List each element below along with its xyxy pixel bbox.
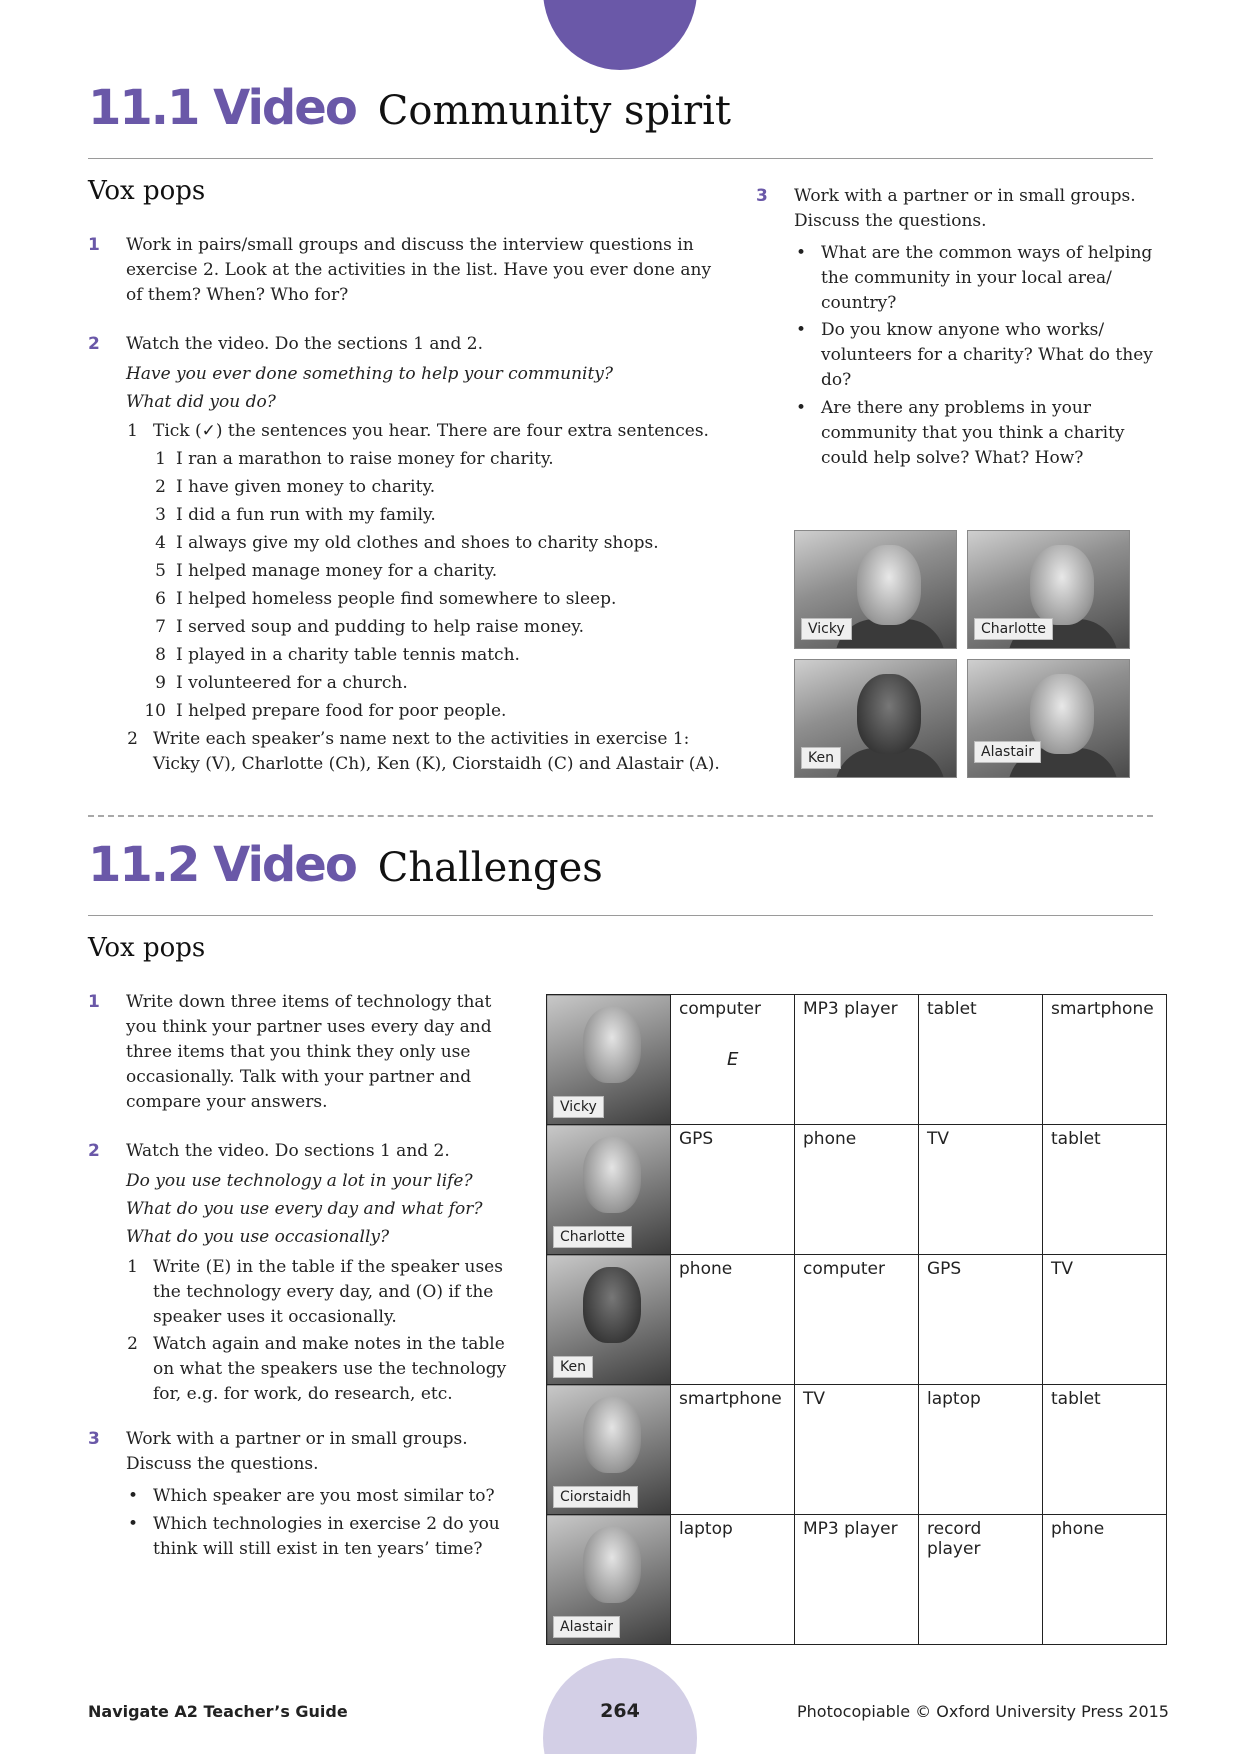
table-row xyxy=(547,995,1167,1125)
table-cell xyxy=(1043,1255,1167,1385)
speaker-photo xyxy=(547,995,671,1125)
cell-text: phone xyxy=(1051,1519,1105,1539)
speaker-label: Alastair xyxy=(553,1616,620,1638)
cell-text: record player xyxy=(927,1519,982,1559)
s2-ex2-question-1: Do you use technology a lot in your life? xyxy=(126,1171,473,1191)
table-cell xyxy=(1043,995,1167,1125)
table-cell xyxy=(671,995,795,1125)
photo-alastair xyxy=(967,659,1130,778)
table-cell xyxy=(671,1385,795,1515)
s2-task1-text: Write (E) in the table if the speaker uses the technology every day, and (O) if the speaker uses it occasionally. xyxy=(153,1257,503,1327)
s2-task1-number: 1 xyxy=(127,1257,138,1277)
section-2-number: 11.2 Video xyxy=(88,837,356,893)
table-cell xyxy=(795,1125,919,1255)
table-cell xyxy=(795,1255,919,1385)
footer-title: Navigate A2 Teacher’s Guide xyxy=(88,1702,348,1721)
cell-text: computer xyxy=(679,999,761,1019)
table-cell xyxy=(1043,1515,1167,1645)
s2-task2-text: Watch again and make notes in the table on what the speakers use the technology for, e.g. for work, do research, etc. xyxy=(153,1334,507,1404)
photo-label: Charlotte xyxy=(974,618,1053,640)
s1-task2-number: 2 xyxy=(127,729,138,749)
sentence-number: 5 xyxy=(155,561,166,581)
cell-text: GPS xyxy=(927,1259,962,1279)
table-cell xyxy=(919,1515,1043,1645)
photo-vicky xyxy=(794,530,957,649)
cell-text: tablet xyxy=(927,999,977,1019)
section-2-heading xyxy=(88,837,603,893)
sentence-number: 7 xyxy=(155,617,166,637)
section-1-rule xyxy=(88,158,1153,159)
sentence-text: I served soup and pudding to help raise money. xyxy=(176,617,585,637)
sentence-number: 1 xyxy=(155,449,166,469)
bullet-icon: • xyxy=(796,398,807,418)
speaker-photo xyxy=(547,1515,671,1645)
s2-ex1-text: Write down three items of technology that you think your partner uses every day and three items that you think they only use occasionally. Talk with your partner and compare your answers. xyxy=(126,992,492,1112)
table-cell xyxy=(1043,1125,1167,1255)
cell-text: TV xyxy=(927,1129,950,1149)
top-decorative-circle xyxy=(543,0,697,70)
table-cell xyxy=(795,995,919,1125)
s1-ex1-number: 1 xyxy=(88,235,100,255)
table-cell xyxy=(795,1515,919,1645)
cell-text: TV xyxy=(803,1389,826,1409)
table-cell xyxy=(671,1515,795,1645)
s2-ex3-bullet-1: Which speaker are you most similar to? xyxy=(153,1486,495,1506)
sentence-number: 8 xyxy=(155,645,166,665)
s2-ex2-question-2: What do you use every day and what for? xyxy=(126,1199,483,1219)
speaker-photo xyxy=(547,1255,671,1385)
s2-task2-number: 2 xyxy=(127,1334,138,1354)
cell-text: smartphone xyxy=(1051,999,1154,1019)
table-cell xyxy=(919,1125,1043,1255)
footer-copyright: Photocopiable © Oxford University Press 2015 xyxy=(797,1702,1169,1721)
s1-ex3-bullet-1: What are the common ways of helping the community in your local area/ country? xyxy=(821,243,1153,313)
speaker-photo xyxy=(547,1385,671,1515)
sentence-text: I did a fun run with my family. xyxy=(176,505,436,525)
sentence-text: I helped prepare food for poor people. xyxy=(176,701,507,721)
speaker-photo xyxy=(547,1125,671,1255)
speaker-label: Ciorstaidh xyxy=(553,1486,638,1508)
technology-table xyxy=(546,994,1167,1645)
speaker-label: Vicky xyxy=(553,1096,604,1118)
photo-label: Vicky xyxy=(801,618,852,640)
photo-label: Ken xyxy=(801,747,841,769)
page-number: 264 xyxy=(600,1700,640,1722)
s2-ex2-number: 2 xyxy=(88,1141,100,1161)
cell-text: tablet xyxy=(1051,1389,1101,1409)
cell-text: tablet xyxy=(1051,1129,1101,1149)
section-1-number: 11.1 Video xyxy=(88,80,356,136)
table-cell xyxy=(919,1255,1043,1385)
s1-task2-line-1: Write each speaker’s name next to the activities in exercise 1: xyxy=(153,729,690,749)
sentence-text: I have given money to charity. xyxy=(176,477,436,497)
cell-text: smartphone xyxy=(679,1389,782,1409)
cell-text: laptop xyxy=(927,1389,981,1409)
s1-ex3-bullet-3: Are there any problems in your community that you think a charity could help solve? What? How? xyxy=(821,398,1125,468)
cell-text: computer xyxy=(803,1259,885,1279)
table-row xyxy=(547,1515,1167,1645)
section-divider xyxy=(88,815,1153,817)
speaker-label: Ken xyxy=(553,1356,593,1378)
sentence-text: I ran a marathon to raise money for charity. xyxy=(176,449,554,469)
table-cell xyxy=(1043,1385,1167,1515)
cell-text: laptop xyxy=(679,1519,733,1539)
sentence-number: 4 xyxy=(155,533,166,553)
cell-text: phone xyxy=(803,1129,857,1149)
s1-ex2-number: 2 xyxy=(88,334,100,354)
table-cell xyxy=(919,1385,1043,1515)
photo-ken xyxy=(794,659,957,778)
s1-ex2-question-1: Have you ever done something to help your community? xyxy=(126,364,613,384)
s2-ex1-number: 1 xyxy=(88,992,100,1012)
cell-text: TV xyxy=(1051,1259,1074,1279)
table-cell xyxy=(795,1385,919,1515)
s1-task1-number: 1 xyxy=(127,421,138,441)
sentence-number: 6 xyxy=(155,589,166,609)
s1-ex3-number: 3 xyxy=(756,186,768,206)
s1-ex2-question-2: What did you do? xyxy=(126,392,276,412)
section-2-rule xyxy=(88,915,1153,916)
handwritten-mark: E xyxy=(727,1049,739,1070)
s2-ex2-question-3: What do you use occasionally? xyxy=(126,1227,390,1247)
table-cell xyxy=(919,995,1043,1125)
sentence-number: 3 xyxy=(155,505,166,525)
sentence-text: I always give my old clothes and shoes to charity shops. xyxy=(176,533,659,553)
cell-text: GPS xyxy=(679,1129,714,1149)
bullet-icon: • xyxy=(796,320,807,340)
sentence-text: I helped manage money for a charity. xyxy=(176,561,498,581)
cell-text: MP3 player xyxy=(803,1519,898,1539)
sentence-number: 10 xyxy=(144,701,166,721)
sentence-text: I played in a charity table tennis match. xyxy=(176,645,520,665)
bullet-icon: • xyxy=(796,243,807,263)
table-cell xyxy=(671,1255,795,1385)
speaker-label: Charlotte xyxy=(553,1226,632,1248)
section-2-subtitle: Vox pops xyxy=(88,933,206,963)
s1-task2-line-2: Vicky (V), Charlotte (Ch), Ken (K), Ciorstaidh (C) and Alastair (A). xyxy=(153,754,720,774)
bullet-icon: • xyxy=(128,1514,139,1534)
table-row xyxy=(547,1125,1167,1255)
sentence-text: I helped homeless people find somewhere to sleep. xyxy=(176,589,617,609)
sentence-number: 2 xyxy=(155,477,166,497)
s2-ex3-text: Work with a partner or in small groups. Discuss the questions. xyxy=(126,1429,468,1474)
section-2-title: Challenges xyxy=(377,845,603,891)
s1-ex2-text: Watch the video. Do the sections 1 and 2. xyxy=(126,334,484,354)
cell-text: MP3 player xyxy=(803,999,898,1019)
photo-charlotte xyxy=(967,530,1130,649)
table-row xyxy=(547,1385,1167,1515)
bullet-icon: • xyxy=(128,1486,139,1506)
photo-label: Alastair xyxy=(974,741,1041,763)
s1-ex1-text: Work in pairs/small groups and discuss the interview questions in exercise 2. Look at the activities in the list. Have you ever done any of them? When? Who for? xyxy=(126,235,712,305)
s2-ex2-text: Watch the video. Do sections 1 and 2. xyxy=(126,1141,450,1161)
section-1-title: Community spirit xyxy=(377,88,731,134)
s1-task1-text: Tick (✓) the sentences you hear. There are four extra sentences. xyxy=(153,421,709,441)
cell-text: phone xyxy=(679,1259,733,1279)
section-1-heading xyxy=(88,80,731,136)
section-1-subtitle: Vox pops xyxy=(88,176,206,206)
s2-ex3-bullet-2: Which technologies in exercise 2 do you think will still exist in ten years’ time? xyxy=(153,1514,500,1559)
table-row xyxy=(547,1255,1167,1385)
s1-ex3-bullet-2: Do you know anyone who works/ volunteers for a charity? What do they do? xyxy=(821,320,1153,390)
sentence-text: I volunteered for a church. xyxy=(176,673,408,693)
s1-ex3-text: Work with a partner or in small groups. Discuss the questions. xyxy=(794,186,1136,231)
sentence-number: 9 xyxy=(155,673,166,693)
table-cell xyxy=(671,1125,795,1255)
s2-ex3-number: 3 xyxy=(88,1429,100,1449)
